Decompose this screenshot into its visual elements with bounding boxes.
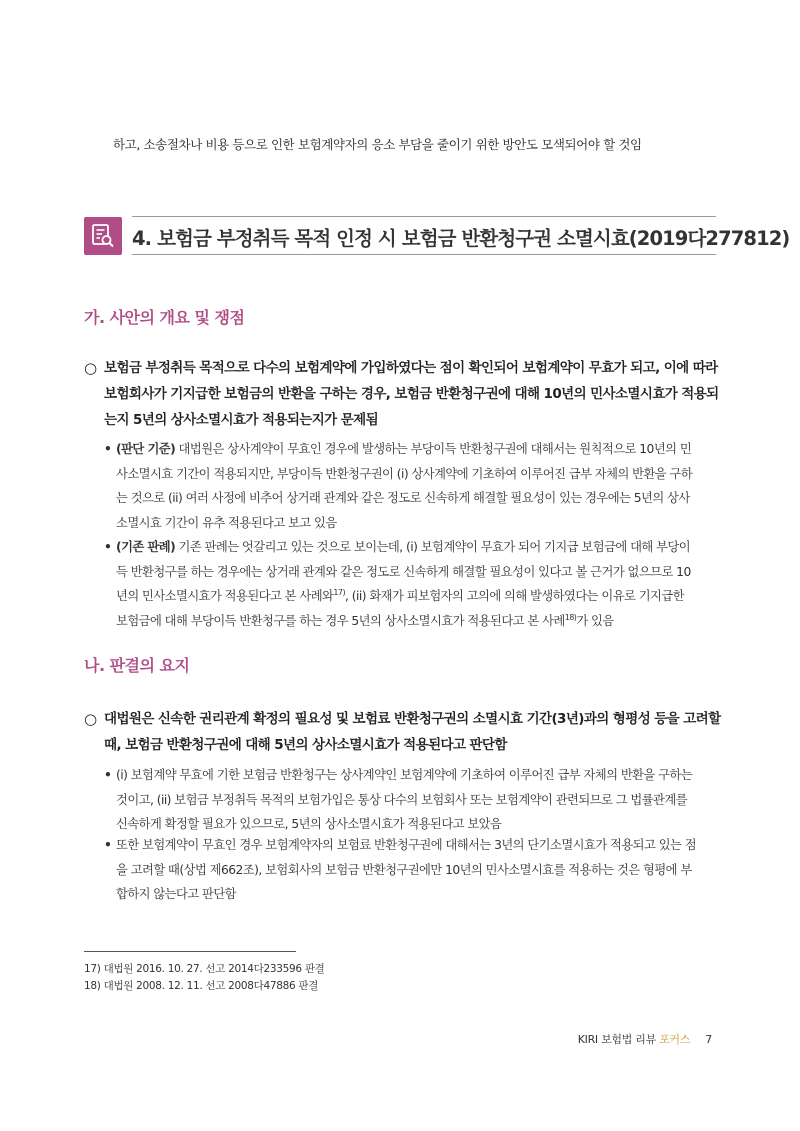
bullet-judgment-criteria [104,437,716,535]
section-header [84,217,790,255]
paragraph-line: (i) 보험계약 무효에 기한 보험금 반환청구는 상사계약인 보험계약에 기초하여 이루어진 급부 자체의 반환을 구하는 [116,768,693,782]
paragraph-line: 는지 5년의 상사소멸시효가 적용되는지가 문제됨 [104,412,379,428]
paragraph-line: 기존 판례는 엇갈리고 있는 것으로 보이는데, (i) 보험계약이 무효가 되어 기지급 보험금에 대해 부당이 [175,540,691,554]
ruling-paragraph [84,706,721,758]
bullet-dot: • [104,540,112,554]
paragraph-line: 합하지 않는다고 판단함 [116,887,237,901]
bullet-dot: • [104,768,112,782]
paragraph-line: 대법원은 상사계약이 무효인 경우에 발생하는 부당이득 반환청구권에 대해서는 원칙적으로 10년의 민 [175,442,692,456]
paragraph-line: 대법원은 신속한 권리관계 확정의 필요성 및 보험료 반환청구권의 소멸시효 기간(3년)과의 형평성 등을 고려할 [104,711,721,727]
intro-paragraph-line: 하고, 소송절차나 비용 등으로 인한 보험계약자의 응소 부담을 줄이기 위한 방안도 모색되어야 할 것임 [113,137,642,152]
paragraph-line: 때, 보험금 반환청구권에 대해 5년의 상사소멸시효가 적용된다고 판단함 [104,737,507,753]
subheading-ruling: 나. 판결의 요지 [84,656,190,675]
bullet-lead: (판단 기준) [116,442,176,456]
page-number: 7 [705,1033,712,1046]
circle-marker: ○ [84,359,97,377]
paragraph-line: 보험회사가 기지급한 보험금의 반환을 구하는 경우, 보험금 반환청구권에 대해 10년의 민사소멸시효가 적용되 [104,386,719,402]
paragraph-line: 보험금 부정취득 목적으로 다수의 보험계약에 가입하였다는 점이 확인되어 보험계약이 무효가 되고, 이에 따라 [104,360,718,376]
bullet-prior-precedent [104,535,716,633]
page-footer [578,1031,712,1047]
paragraph-line: 신속하게 확정할 필요가 있으므로, 5년의 상사소멸시효가 적용된다고 보았음 [116,817,502,831]
footnote-18: 18) 대법원 2008. 12. 11. 선고 2008다47886 판결 [84,980,319,992]
footnote-ref: 18) [564,612,577,622]
main-issue-paragraph [84,355,719,433]
paragraph-line: 또한 보험계약이 무효인 경우 보험계약자의 보험료 반환청구권에 대해서는 3년의 단기소멸시효가 적용되고 있는 점 [116,838,697,852]
paragraph-line: 사소멸시효 기간이 적용되지만, 부당이득 반환청구권이 (i) 상사계약에 기초하여 이루어진 급부 자체의 반환을 구하 [116,466,693,481]
section-rule-top [132,216,716,217]
paragraph-line: 가 있음 [576,613,614,628]
footnote-divider [84,951,296,952]
paragraph-line: 을 고려할 때(상법 제662조), 보험회사의 보험금 반환청구권에만 10년의 민사소멸시효를 적용하는 것은 형평에 부 [116,862,692,877]
bullet-ruling-reason [104,763,716,837]
paragraph-line: 년의 민사소멸시효가 적용된다고 본 사례와 [116,589,334,603]
bullet-dot: • [104,442,112,456]
bullet-ruling-equity [104,833,716,907]
document-search-icon [84,217,122,255]
bullet-lead: (기존 판례) [116,540,176,554]
circle-marker: ○ [84,710,97,728]
paragraph-line: , (ii) 화재가 피보험자의 고의에 의해 발생하였다는 이유로 기지급한 [345,589,685,603]
bullet-dot: • [104,838,112,852]
paragraph-line: 것이고, (ii) 보험금 부정취득 목적의 보험가입은 통상 다수의 보험회사 또는 보험계약이 관련되므로 그 법률관계를 [116,792,688,807]
paragraph-line: 보험금에 대해 부당이득 반환청구를 하는 경우 5년의 상사소멸시효가 적용된다고 본 사례 [116,613,565,628]
paragraph-line: 득 반환청구를 하는 경우에는 상거래 관계와 같은 정도로 신속하게 해결할 필요성이 있다고 볼 근거가 없으므로 10 [116,564,691,579]
section-rule-bottom [132,254,716,255]
section-title: 4. 보험금 부정취득 목적 인정 시 보험금 반환청구권 소멸시효(2019다277812) [132,227,790,250]
subheading-overview: 가. 사안의 개요 및 쟁점 [84,308,245,327]
footnote-17: 17) 대법원 2016. 10. 27. 선고 2014다233596 판결 [84,963,325,975]
footnote-ref: 17) [333,587,346,597]
journal-name: KIRI 보험법 리뷰 [577,1033,656,1046]
paragraph-line: 는 것으로 (ii) 여러 사정에 비추어 상거래 관계와 같은 정도로 신속하게 해결할 필요성이 있는 경우에는 5년의 상사 [116,491,690,505]
paragraph-line: 소멸시효 기간이 유추 적용된다고 보고 있음 [116,515,337,530]
section-label: 포커스 [659,1033,691,1046]
